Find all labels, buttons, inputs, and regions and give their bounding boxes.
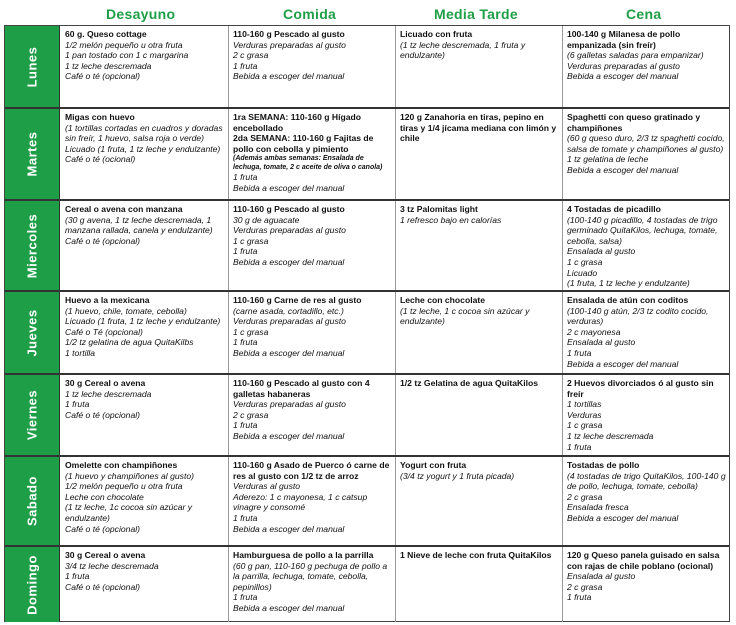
- meal-detail: Verduras preparadas al gusto: [233, 225, 346, 236]
- meal-detail: Verduras: [567, 409, 602, 420]
- meal-cell-cena: [563, 201, 729, 290]
- day-row-lunes: [5, 26, 729, 109]
- meal-detail: 1 fruta: [65, 399, 90, 410]
- meal-detail: Leche con chocolate: [65, 491, 144, 502]
- meal-detail: 1 fruta: [233, 246, 258, 257]
- meal-cell-media-tarde: [396, 26, 563, 107]
- meal-cell-media-tarde: [396, 457, 563, 545]
- meal-detail: (1 huevo, chile, tomate, cebolla): [65, 305, 187, 316]
- meal-title: 1ra SEMANA: 110-160 g Hígado encebollado: [233, 112, 361, 133]
- meal-title: Omelette con champiñones: [65, 460, 178, 470]
- meal-detail: Aderezo: 1 c mayonesa, 1 c catsup vinagre y consomé: [233, 491, 368, 513]
- meal-detail: Bebida a escoger del manual: [567, 164, 679, 175]
- meal-detail: (carne asada, cortadillo, etc.): [233, 305, 344, 316]
- meal-detail: (1 fruta, 1 tz leche y endulzante): [567, 278, 690, 289]
- meal-detail: Bebida a escoger del manual: [233, 523, 345, 534]
- meal-cell-comida: [229, 375, 396, 455]
- meal-detail: 1 c grasa: [567, 256, 603, 267]
- day-label: Sabado: [24, 476, 40, 526]
- meal-detail: Café o té (opcional): [65, 235, 140, 246]
- meal-detail: 1 fruta: [567, 592, 592, 603]
- meal-cell-desayuno: [61, 26, 229, 107]
- meal-detail: 1 pan tostado con 1 c margarina: [65, 50, 189, 61]
- meal-detail: Licuado: [567, 267, 598, 278]
- meal-title: Licuado con fruta: [400, 29, 473, 39]
- day-row-jueves: [5, 292, 729, 375]
- meal-detail: Bebida a escoger del manual: [233, 71, 345, 82]
- meal-detail: Café o té (opcional): [65, 409, 140, 420]
- meal-cell-media-tarde: [396, 375, 563, 455]
- meal-detail: Bebida a escoger del manual: [233, 256, 345, 267]
- meal-detail: Verduras preparadas al gusto: [233, 316, 346, 327]
- meal-detail: (60 g pan, 110-160 g pechuga de pollo a la parrilla, lechuga, tomate, cebolla, pepinillos): [233, 560, 388, 592]
- meal-plan-table: [4, 25, 730, 622]
- meal-detail: (4 tostadas de trigo QuitaKilos, 100-140 g de pollo, lechuga, tomate, cebolla): [567, 470, 726, 492]
- meal-detail: Licuado (1 fruta, 1 tz leche y endulzante): [65, 316, 221, 327]
- day-row-sabado: [5, 457, 729, 547]
- meal-title: 30 g Cereal o avena: [65, 550, 146, 560]
- day-label: Domingo: [24, 554, 40, 615]
- meal-cell-media-tarde: [396, 109, 563, 199]
- meal-detail: 1 tz leche descremada: [65, 60, 152, 71]
- meal-detail: Bebida a escoger del manual: [233, 602, 345, 613]
- meal-detail: 2 c mayonesa: [567, 326, 621, 337]
- meal-detail: Café o Té (opcional): [65, 326, 143, 337]
- meal-title: Yogurt con fruta: [400, 460, 467, 470]
- meal-detail: 1 tz leche descremada: [65, 388, 152, 399]
- meal-title: Ensalada de atún con coditos: [567, 295, 689, 305]
- meal-cell-desayuno: [61, 109, 229, 199]
- meal-detail: 1 fruta: [233, 60, 258, 71]
- meal-detail: 1/2 melón pequeño u otra fruta: [65, 39, 183, 50]
- day-row-miercoles: [5, 201, 729, 292]
- meal-detail: (60 g queso duro, 2/3 tz spaghetti cocido, salsa de tomate y champiñones al gusto): [567, 133, 725, 154]
- meal-detail: 1 fruta: [567, 441, 592, 452]
- meal-cell-cena: [563, 375, 729, 455]
- meal-detail: 1 tortillas: [567, 399, 602, 410]
- meal-detail: (100-140 g picadillo, 4 tostadas de trigo germinado QuitaKilos, lechuga, tomate, cebolla, salsa): [567, 214, 718, 246]
- meal-title: Spaghetti con queso gratinado y champiñones: [567, 112, 701, 133]
- meal-detail: 1 fruta: [567, 347, 592, 358]
- day-label-cell: [5, 375, 60, 455]
- meal-detail: 2 c grasa: [567, 581, 603, 592]
- meal-title: 110-160 g Pescado al gusto: [233, 29, 345, 39]
- meal-detail: (Además ambas semanas: Ensalada de lechuga, tomate, 2 c aceite de oliva o canola): [233, 155, 383, 172]
- meal-detail: 1 c grasa: [233, 326, 269, 337]
- meal-detail: Verduras al gusto: [233, 481, 301, 492]
- meal-cell-desayuno: [61, 547, 229, 622]
- meal-detail: 1/2 melón pequeño u otra fruta: [65, 481, 183, 492]
- meal-cell-cena: [563, 26, 729, 107]
- meal-title: 2da SEMANA: 110-160 g Fajitas de pollo con cebolla y pimiento: [233, 133, 374, 154]
- meal-detail: 1/2 tz gelatina de agua QuitaKilbs: [65, 337, 194, 348]
- day-label-cell: [5, 26, 60, 107]
- meal-detail: 1 fruta: [233, 592, 258, 603]
- meal-title: 110-160 g Carne de res al gusto: [233, 295, 362, 305]
- meal-title: 1 Nieve de leche con fruta QuitaKilos: [400, 550, 552, 560]
- meal-cell-cena: [563, 109, 729, 199]
- day-label-cell: [5, 201, 60, 290]
- meal-title: 2 Huevos divorciados ó al gusto sin freír: [567, 378, 714, 399]
- meal-detail: Café o té (ocional): [65, 154, 136, 165]
- meal-title: Cereal o avena con manzana: [65, 204, 183, 214]
- meal-detail: Ensalada al gusto: [567, 246, 636, 257]
- day-label: Miercoles: [24, 213, 40, 278]
- meal-detail: 2 c grasa: [233, 50, 269, 61]
- meal-cell-cena: [563, 292, 729, 373]
- meal-detail: 1 tz gelatina de leche: [567, 154, 649, 165]
- meal-detail: 1 tortilla: [65, 347, 96, 358]
- meal-title: Leche con chocolate: [400, 295, 486, 305]
- meal-detail: (1 huevo y champiñones al gusto): [65, 470, 194, 481]
- meal-cell-media-tarde: [396, 292, 563, 373]
- meal-detail: Bebida a escoger del manual: [567, 512, 679, 523]
- meal-title: 100-140 g Milanesa de pollo empanizada (sin freír): [567, 29, 681, 50]
- day-label-cell: [5, 547, 60, 622]
- meal-cell-comida: [229, 292, 396, 373]
- meal-detail: 1 fruta: [233, 172, 258, 183]
- header-comida: Comida: [283, 6, 337, 22]
- meal-detail: Café o té (opcional): [65, 71, 140, 82]
- meal-detail: Bebida a escoger del manual: [567, 71, 679, 82]
- meal-title: Migas con huevo: [65, 112, 135, 122]
- day-label-cell: [5, 109, 60, 199]
- meal-cell-desayuno: [61, 375, 229, 455]
- meal-detail: Bebida a escoger del manual: [567, 358, 679, 369]
- meal-cell-comida: [229, 547, 396, 622]
- meal-detail: 1 fruta: [233, 420, 258, 431]
- meal-detail: 1 refresco bajo en calorías: [400, 214, 502, 225]
- header-cena: Cena: [626, 6, 662, 22]
- meal-cell-cena: [563, 457, 729, 545]
- meal-title: 110-160 g Pescado al gusto con 4 galletas habaneras: [233, 378, 370, 399]
- meal-detail: (3/4 tz yogurt y 1 fruta picada): [400, 470, 515, 481]
- meal-cell-desayuno: [61, 292, 229, 373]
- day-label: Viernes: [24, 389, 40, 441]
- meal-detail: 1 c grasa: [567, 420, 603, 431]
- meal-detail: Verduras preparadas al gusto: [233, 39, 346, 50]
- meal-detail: Café o té (opcional): [65, 581, 140, 592]
- meal-cell-desayuno: [61, 457, 229, 545]
- meal-detail: 1 c grasa: [233, 235, 269, 246]
- meal-cell-comida: [229, 457, 396, 545]
- day-label-cell: [5, 292, 60, 373]
- meal-detail: 2 c grasa: [233, 409, 269, 420]
- meal-title: 3 tz Palomitas light: [400, 204, 478, 214]
- meal-title: 30 g Cereal o avena: [65, 378, 146, 388]
- day-row-viernes: [5, 375, 729, 457]
- meal-title: Tostadas de pollo: [567, 460, 640, 470]
- meal-detail: (1 tz leche descremada, 1 fruta y endulzante): [400, 39, 526, 61]
- meal-detail: (6 galletas saladas para empanizar): [567, 50, 704, 61]
- meal-detail: Ensalada fresca: [567, 502, 629, 513]
- meal-title: 110-160 g Asado de Puerco ó carne de res al gusto con 1/2 tz de arroz: [233, 460, 390, 481]
- meal-title: 4 Tostadas de picadillo: [567, 204, 661, 214]
- meal-detail: 1 fruta: [233, 337, 258, 348]
- meal-title: 120 g Zanahoria en tiras, pepino en tiras y 1/4 jícama mediana con limón y chile: [400, 112, 557, 144]
- meal-title: 120 g Queso panela guisado en salsa con rajas de chile poblano (ocional): [567, 550, 720, 571]
- day-row-martes: [5, 109, 729, 201]
- day-label-cell: [5, 457, 60, 545]
- meal-detail: Ensalada al gusto: [567, 337, 636, 348]
- meal-detail: Café o té (opcional): [65, 523, 140, 534]
- day-label: Jueves: [24, 308, 40, 357]
- meal-cell-desayuno: [61, 201, 229, 290]
- meal-title: 1/2 tz Gelatina de agua QuitaKilos: [400, 378, 539, 388]
- header-media-tarde: Media Tarde: [434, 6, 518, 22]
- meal-title: Hamburguesa de pollo a la parrilla: [233, 550, 374, 560]
- meal-cell-cena: [563, 547, 729, 622]
- day-label: Martes: [24, 131, 40, 177]
- meal-detail: (1 tortillas cortadas en cuadros y doradas sin freír, 1 huevo, salsa roja o verde): [65, 122, 223, 144]
- meal-detail: Verduras preparadas al gusto: [567, 60, 680, 71]
- meal-detail: 1 fruta: [233, 512, 258, 523]
- meal-cell-media-tarde: [396, 201, 563, 290]
- meal-detail: 30 g de aguacate: [233, 214, 300, 225]
- meal-detail: Bebida a escoger del manual: [233, 182, 345, 193]
- meal-title: 110-160 g Pescado al gusto: [233, 204, 345, 214]
- meal-cell-comida: [229, 201, 396, 290]
- header-desayuno: Desayuno: [106, 6, 176, 22]
- meal-detail: (1 tz leche, 1 c cocoa sin azúcar y endulzante): [400, 305, 530, 327]
- meal-detail: 1 fruta: [65, 571, 90, 582]
- meal-detail: 2 c grasa: [567, 491, 603, 502]
- meal-detail: Ensalada al gusto: [567, 571, 636, 582]
- meal-detail: 3/4 tz leche descremada: [65, 560, 159, 571]
- day-row-domingo: [5, 547, 729, 622]
- meal-detail: Bebida a escoger del manual: [233, 430, 345, 441]
- meal-title: Huevo a la mexicana: [65, 295, 150, 305]
- meal-detail: (100-140 g atún, 2/3 tz codito cocido, verduras): [567, 305, 709, 327]
- meal-title: 60 g. Queso cottage: [65, 29, 147, 39]
- day-label: Lunes: [24, 46, 40, 87]
- meal-detail: (1 tz leche, 1c cocoa sin azúcar y endulzante): [65, 502, 193, 523]
- meal-cell-comida: [229, 26, 396, 107]
- meal-detail: Bebida a escoger del manual: [233, 347, 345, 358]
- meal-detail: Verduras preparadas al gusto: [233, 399, 346, 410]
- meal-cell-media-tarde: [396, 547, 563, 622]
- meal-detail: 1 tz leche descremada: [567, 430, 654, 441]
- meal-detail: (30 g avena, 1 tz leche descremada, 1 manzana rallada, canela y endulzante): [65, 214, 213, 236]
- meal-cell-comida: [229, 109, 396, 199]
- meal-detail: Licuado (1 fruta, 1 tz leche y endulzante): [65, 143, 221, 154]
